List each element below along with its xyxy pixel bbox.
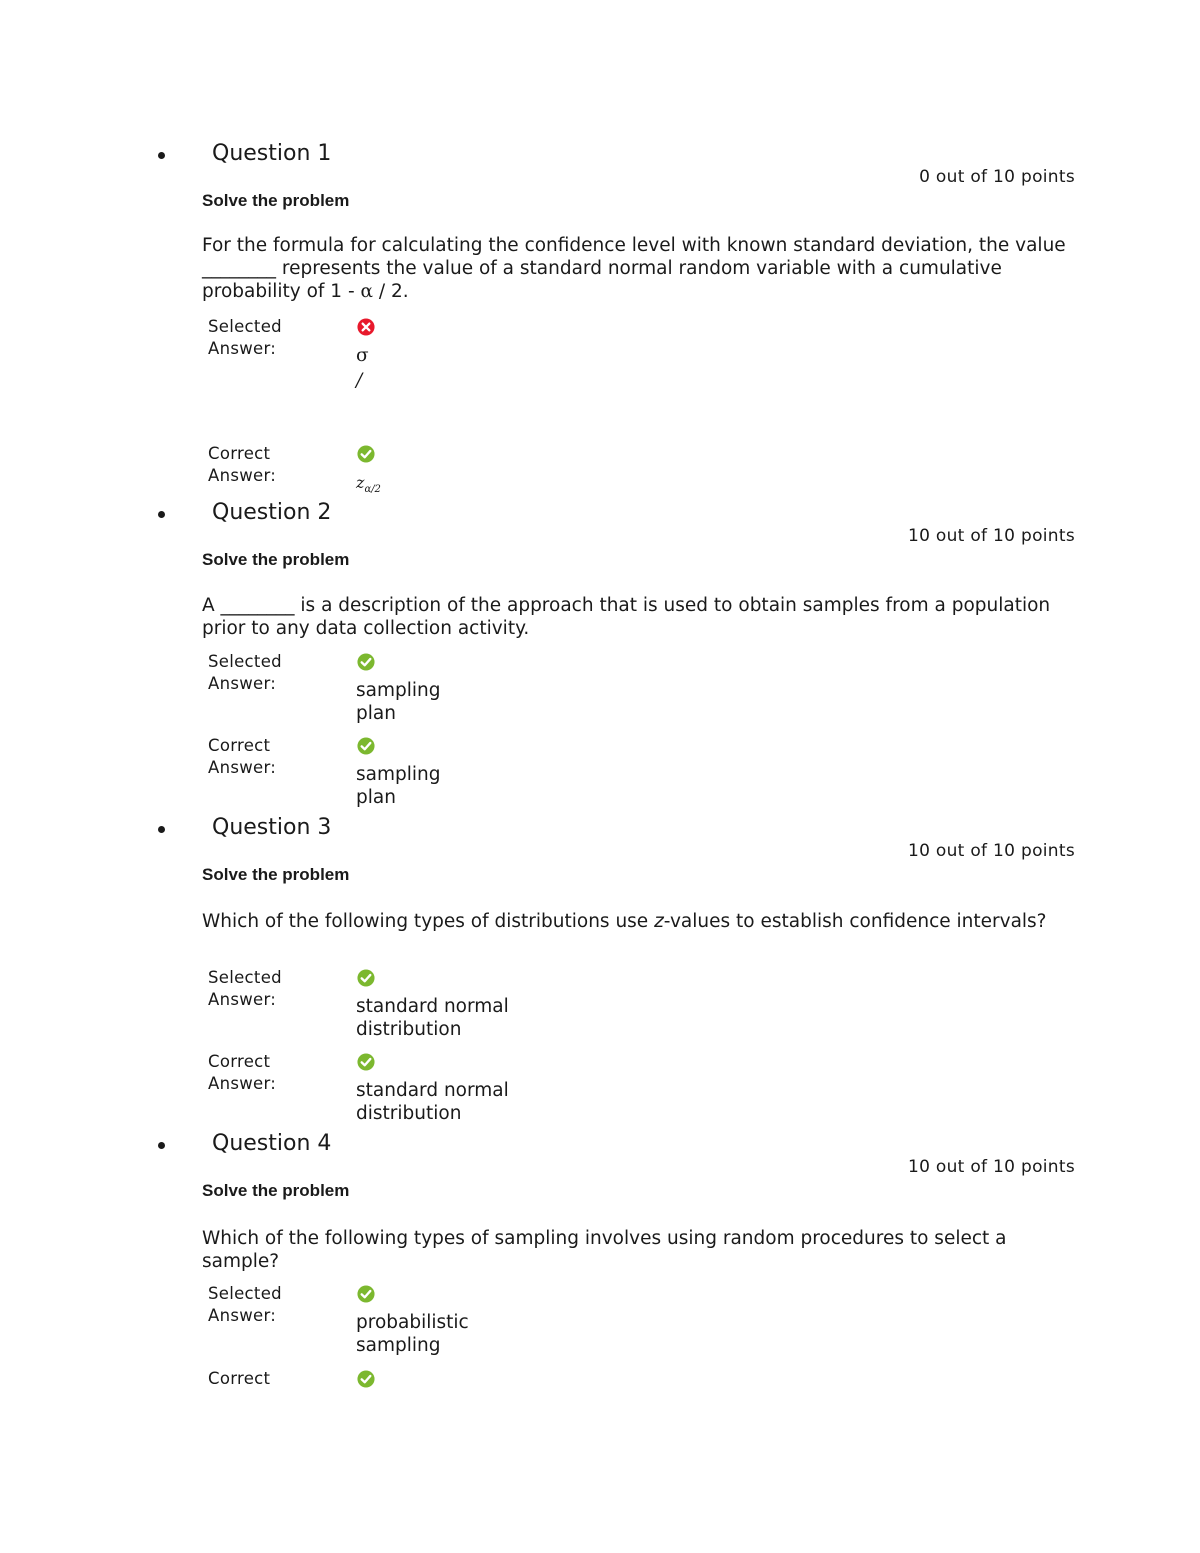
- check-circle-icon: [357, 737, 375, 755]
- question-points: 10 out of 10 points: [907, 526, 1075, 546]
- correct-answer-label: Correct Answer:: [208, 444, 277, 485]
- selected-answer-value: probabilistic sampling: [356, 1312, 469, 1356]
- question-text: A ________ is a description of the approach that is used to obtain samples from a population prior to any data collection activity.: [202, 595, 1051, 639]
- question-subhead: Solve the problem: [202, 865, 350, 884]
- x-circle-icon: [357, 318, 375, 336]
- bullet: [158, 1142, 165, 1149]
- selected-answer-value: sampling plan: [356, 680, 441, 724]
- check-circle-icon: [357, 1285, 375, 1303]
- check-circle-icon: [357, 1053, 375, 1071]
- question-points: 10 out of 10 points: [907, 1157, 1075, 1177]
- question-title: Question 4: [212, 1131, 332, 1156]
- question-text: For the formula for calculating the confidence level with known standard deviation, the value ________ represents the value of a standard normal random variable with a cumulative probability of 1 - α / 2.: [202, 235, 1066, 302]
- correct-answer-label: Correct Answer:: [208, 1052, 277, 1093]
- question-text: Which of the following types of distributions use z-values to establish confidence intervals?: [202, 911, 1047, 932]
- question-points: 0 out of 10 points: [919, 167, 1075, 187]
- selected-answer-value: σ /: [356, 345, 369, 391]
- selected-answer-label: Selected Answer:: [208, 968, 282, 1009]
- correct-answer-value: sampling plan: [356, 764, 441, 808]
- check-circle-icon: [357, 1370, 375, 1388]
- question-subhead: Solve the problem: [202, 550, 350, 569]
- selected-answer-label: Selected Answer:: [208, 652, 282, 693]
- selected-answer-value: standard normal distribution: [356, 996, 509, 1040]
- selected-answer-label: Selected Answer:: [208, 317, 282, 358]
- bullet: [158, 152, 165, 159]
- check-circle-icon: [357, 445, 375, 463]
- correct-answer-label: Correct: [208, 1369, 271, 1388]
- question-subhead: Solve the problem: [202, 1181, 350, 1200]
- correct-answer-value: $z_{\alpha/2}$: [356, 473, 381, 496]
- question-title: Question 2: [212, 500, 332, 525]
- check-circle-icon: [357, 653, 375, 671]
- question-text: Which of the following types of sampling involves using random procedures to select a sample?: [202, 1228, 1007, 1272]
- selected-answer-label: Selected Answer:: [208, 1284, 282, 1325]
- check-circle-icon: [357, 969, 375, 987]
- correct-answer-value: standard normal distribution: [356, 1080, 509, 1124]
- question-points: 10 out of 10 points: [907, 841, 1075, 861]
- bullet: [158, 511, 165, 518]
- bullet: [158, 826, 165, 833]
- correct-answer-label: Correct Answer:: [208, 736, 277, 777]
- question-subhead: Solve the problem: [202, 191, 350, 210]
- question-title: Question 3: [212, 815, 332, 840]
- question-title: Question 1: [212, 141, 332, 166]
